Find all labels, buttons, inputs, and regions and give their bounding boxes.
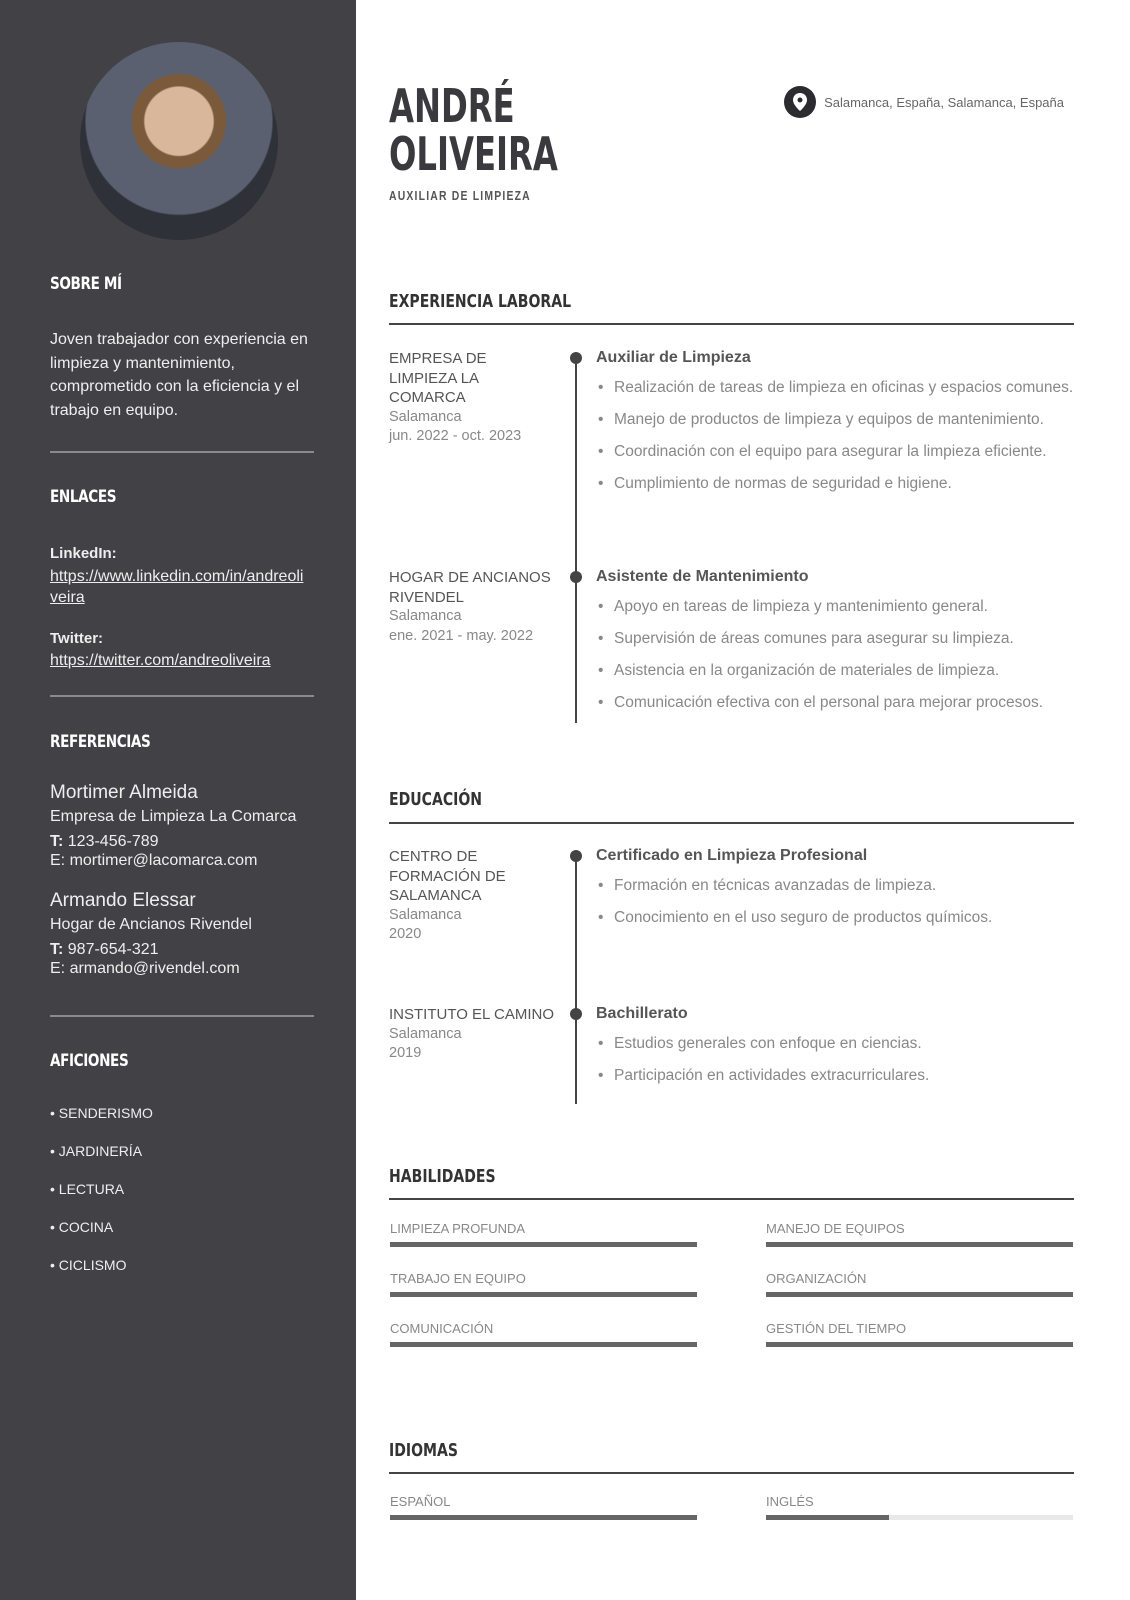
- organization: EMPRESA DE LIMPIEZA LA COMARCA: [389, 350, 487, 406]
- timeline-line: [575, 1014, 577, 1104]
- skills-item: [390, 1271, 697, 1297]
- level-bar: [766, 1242, 1073, 1247]
- level-bar: [766, 1342, 1073, 1347]
- link-label: LinkedIn:: [50, 545, 117, 562]
- bullet-item: • Realización de tareas de limpieza en oficinas y espacios comunes.: [596, 377, 1076, 398]
- ref-company: Hogar de Ancianos Rivendel: [50, 916, 252, 933]
- bullet-item: • Cumplimiento de normas de seguridad e higiene.: [596, 473, 1076, 494]
- skills-name: ORGANIZACIÓN: [766, 1271, 867, 1286]
- hobbies-title: AFICIONES: [50, 1051, 129, 1071]
- timeline-line: [575, 856, 577, 1012]
- skills-item: [766, 1321, 1073, 1347]
- dates: jun. 2022 - oct. 2023: [389, 428, 522, 444]
- bullet-item: • Formación en técnicas avanzadas de limpieza.: [596, 875, 1076, 896]
- role: Certificado en Limpieza Profesional: [596, 847, 868, 864]
- sidebar: [0, 0, 356, 1600]
- section-line: [389, 1472, 1074, 1474]
- city: Salamanca: [389, 608, 462, 624]
- skills-name: GESTIÓN DEL TIEMPO: [766, 1321, 907, 1336]
- hobby-item: • SENDERISMO: [50, 1105, 153, 1121]
- city: Salamanca: [389, 408, 462, 425]
- languages-item: [766, 1494, 1073, 1520]
- bullet-item: • Participación en actividades extracurriculares.: [596, 1065, 1076, 1086]
- skills-item: [390, 1221, 697, 1247]
- skills-title: HABILIDADES: [389, 1166, 496, 1187]
- bullet-item: • Coordinación con el equipo para asegurar la limpieza eficiente.: [596, 441, 1076, 462]
- ref-phone: 987-654-321: [67, 941, 159, 958]
- location: [784, 86, 1064, 118]
- skills-item: [766, 1221, 1073, 1247]
- level-fill: [390, 1342, 697, 1347]
- job-title: AUXILIAR DE LIMPIEZA: [389, 188, 531, 203]
- organization: CENTRO DE FORMACIÓN DE SALAMANCA: [389, 848, 506, 904]
- city: Salamanca: [389, 906, 462, 923]
- location-text: Salamanca, España, Salamanca, España: [824, 94, 1064, 110]
- bullet-item: • Manejo de productos de limpieza y equipos de mantenimiento.: [596, 409, 1076, 430]
- languages-name: INGLÉS: [766, 1494, 814, 1509]
- ref-email: E: armando@rivendel.com: [50, 960, 240, 977]
- ref-name: Armando Elessar: [50, 890, 196, 911]
- about-title: SOBRE MÍ: [50, 274, 122, 294]
- education-title: EDUCACIÓN: [389, 789, 483, 810]
- last-name: OLIVEIRA: [389, 127, 558, 181]
- level-bar: [390, 1242, 697, 1247]
- references-title: REFERENCIAS: [50, 732, 151, 752]
- level-fill: [390, 1515, 697, 1520]
- level-bar: [390, 1292, 697, 1297]
- bullet-item: • Asistencia en la organización de materiales de limpieza.: [596, 660, 1076, 681]
- candidate-name: [389, 79, 558, 181]
- organization: INSTITUTO EL CAMINO: [389, 1006, 555, 1023]
- hobby-item: • LECTURA: [50, 1181, 125, 1197]
- reference: [50, 890, 310, 978]
- ref-phone: 123-456-789: [67, 833, 159, 850]
- level-bar: [766, 1292, 1073, 1297]
- ref-phone-label: T:: [50, 833, 64, 850]
- link-label: Twitter:: [50, 629, 104, 647]
- skills-name: LIMPIEZA PROFUNDA: [390, 1221, 526, 1236]
- skills-item: [766, 1271, 1073, 1297]
- map-pin-icon: [784, 86, 816, 118]
- level-fill: [390, 1242, 697, 1247]
- ref-name: Mortimer Almeida: [50, 782, 198, 803]
- divider: [50, 451, 314, 453]
- first-name: ANDRÉ: [389, 79, 515, 133]
- dates: 2020: [389, 926, 422, 942]
- section-line: [389, 323, 1074, 325]
- role: Asistente de Mantenimiento: [596, 568, 809, 585]
- divider: [50, 695, 314, 697]
- hobby-item: • COCINA: [50, 1219, 114, 1235]
- bullet-item: • Supervisión de áreas comunes para asegurar su limpieza.: [596, 628, 1076, 649]
- divider: [50, 1015, 314, 1017]
- role: Auxiliar de Limpieza: [596, 349, 751, 366]
- twitter-link[interactable]: https://twitter.com/andreoliveira: [50, 652, 271, 669]
- linkedin-link[interactable]: https://www.linkedin.com/in/andreoliveira: [50, 567, 304, 606]
- level-fill: [766, 1242, 1073, 1247]
- bullet-item: • Conocimiento en el uso seguro de productos químicos.: [596, 907, 1076, 928]
- dates: 2019: [389, 1045, 422, 1061]
- languages-item: [390, 1494, 697, 1520]
- organization: HOGAR DE ANCIANOS RIVENDEL: [389, 569, 551, 606]
- skills-name: COMUNICACIÓN: [390, 1321, 494, 1336]
- bullet-item: • Apoyo en tareas de limpieza y mantenimiento general.: [596, 596, 1076, 617]
- timeline-line: [575, 358, 577, 574]
- dates: ene. 2021 - may. 2022: [389, 627, 534, 644]
- reference: [50, 782, 310, 870]
- city: Salamanca: [389, 1025, 462, 1042]
- level-fill: [390, 1292, 697, 1297]
- hobby-item: • JARDINERÍA: [50, 1143, 143, 1159]
- level-bar: [390, 1515, 697, 1520]
- ref-company: Empresa de Limpieza La Comarca: [50, 808, 297, 825]
- bullet-item: • Comunicación efectiva con el personal para mejorar procesos.: [596, 692, 1076, 713]
- level-bar: [390, 1342, 697, 1347]
- skills-item: [390, 1321, 697, 1347]
- hobby-item: • CICLISMO: [50, 1257, 127, 1273]
- section-line: [389, 1198, 1074, 1200]
- languages-title: IDIOMAS: [389, 1440, 458, 1461]
- skills-name: TRABAJO EN EQUIPO: [390, 1271, 526, 1286]
- ref-phone-label: T:: [50, 941, 64, 958]
- level-fill: [766, 1515, 889, 1520]
- links-title: ENLACES: [50, 487, 117, 507]
- level-bar: [766, 1515, 1073, 1520]
- profile-photo: [80, 42, 278, 240]
- about-text: Joven trabajador con experiencia en limpieza y mantenimiento, comprometido con la eficiencia y el trabajo en equipo.: [50, 331, 308, 419]
- skills-name: MANEJO DE EQUIPOS: [766, 1221, 905, 1236]
- timeline-line: [575, 577, 577, 723]
- links: [50, 542, 310, 671]
- experience-title: EXPERIENCIA LABORAL: [389, 291, 572, 312]
- bullet-item: • Estudios generales con enfoque en ciencias.: [596, 1033, 1076, 1054]
- ref-email: E: mortimer@lacomarca.com: [50, 852, 258, 869]
- role: Bachillerato: [596, 1005, 688, 1022]
- section-line: [389, 822, 1074, 824]
- languages-name: ESPAÑOL: [390, 1494, 451, 1509]
- level-fill: [766, 1342, 1073, 1347]
- level-fill: [766, 1292, 1073, 1297]
